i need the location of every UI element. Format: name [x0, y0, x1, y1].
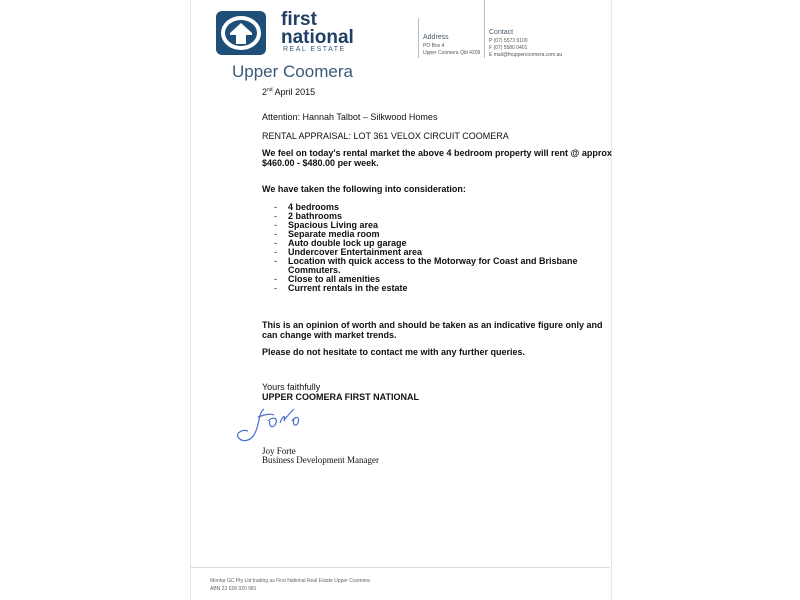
footer-line-2: ABN 23 628 920 981	[210, 586, 257, 592]
footer-divider	[190, 567, 610, 568]
list-item: Current rentals in the estate	[288, 283, 408, 293]
signature-icon	[234, 403, 306, 447]
list-item-continuation: Commuters.	[288, 265, 341, 275]
brand-real-estate: REAL ESTATE	[283, 46, 346, 53]
consideration-intro: We have taken the following into consideration:	[262, 184, 466, 194]
signer-title: Business Development Manager	[262, 455, 379, 465]
list-item: 2 bathrooms	[288, 211, 343, 221]
opinion-line-1: This is an opinion of worth and should be taken as an indicative figure only and	[262, 320, 603, 330]
first-national-logo-icon	[216, 11, 266, 55]
letter-date	[262, 85, 315, 97]
dash-3: -	[274, 220, 277, 230]
company-name: UPPER COOMERA FIRST NATIONAL	[262, 392, 419, 402]
list-item: Separate media room	[288, 229, 380, 239]
subject-line: RENTAL APPRAISAL: LOT 361 VELOX CIRCUIT COOMERA	[262, 131, 509, 141]
date-suffix: nd	[267, 87, 273, 93]
paragraph-1-line-1: We feel on today's rental market the above 4 bedroom property will rent @ approx	[262, 148, 612, 158]
address-divider	[418, 18, 419, 58]
dash-7: -	[274, 256, 277, 266]
list-item: Close to all amenities	[288, 274, 381, 284]
contact-label: Contact	[489, 29, 514, 36]
date-rest: April 2015	[272, 87, 316, 97]
dash-5: -	[274, 238, 277, 248]
contact-note: Please do not hesitate to contact me with any further queries.	[262, 347, 526, 357]
attention-line: Attention: Hannah Talbot – Silkwood Homes	[262, 112, 438, 122]
dash-8: -	[274, 274, 277, 284]
list-item: 4 bedrooms	[288, 202, 340, 212]
address-line-1: PO Box 4	[423, 43, 445, 49]
contact-fax: F (07) 5580 0401	[489, 45, 528, 51]
date-day: 2	[262, 87, 268, 97]
dash-6: -	[274, 247, 277, 257]
paragraph-1-line-2: $460.00 - $480.00 per week.	[262, 158, 379, 168]
contact-divider	[484, 0, 485, 58]
dash-2: -	[274, 211, 277, 221]
dash-9: -	[274, 283, 277, 293]
address-line-2: Upper Coomera Qld 4209	[423, 50, 481, 56]
list-item: Undercover Entertainment area	[288, 247, 423, 257]
office-name: Upper Coomera	[232, 62, 353, 81]
contact-phone: P (07) 5573 9100	[489, 38, 528, 44]
contact-email: E mail@fnuppercoomera.com.au	[489, 52, 563, 58]
closing: Yours faithfully	[262, 382, 321, 392]
list-item: Spacious Living area	[288, 220, 379, 230]
list-item: Auto double lock up garage	[288, 238, 407, 248]
list-item: Location with quick access to the Motorway for Coast and Brisbane	[288, 256, 578, 266]
dash-1: -	[274, 202, 277, 212]
footer	[210, 577, 370, 593]
signer-name: Joy Forte	[262, 446, 296, 456]
opinion-line-2: can change with market trends.	[262, 330, 397, 340]
footer-line-1: Montar GC Pty Ltd trading as First National Real Estate Upper Coomera	[210, 578, 370, 584]
letter-page	[190, 0, 612, 600]
brand-first: first	[281, 9, 317, 30]
dash-4: -	[274, 229, 277, 239]
address-label: Address	[423, 34, 449, 41]
brand-national: national	[281, 27, 354, 48]
